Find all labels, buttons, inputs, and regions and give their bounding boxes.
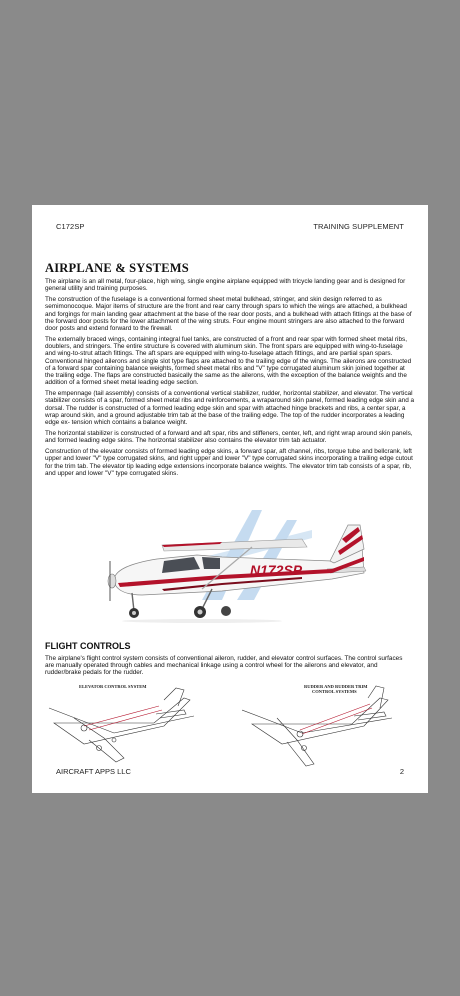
footer-publisher: AIRCRAFT APPS LLC bbox=[56, 767, 131, 776]
rudder-control-diagram bbox=[242, 678, 392, 768]
page-number: 2 bbox=[399, 767, 404, 776]
section-title: AIRPLANE & SYSTEMS bbox=[45, 261, 189, 275]
registration-text: N172SP bbox=[250, 562, 303, 578]
airplane-image bbox=[102, 517, 372, 627]
paragraph: The airplane is an all metal, four-place, high wing, single engine airplane equipped with tricycle landing gear and is designed for general utility and training purposes. bbox=[45, 278, 406, 293]
paragraph: The horizontal stabilizer is constructed of a forward and aft spar, ribs and stiffeners, center, left, and right wrap around skin panels, and formed leading edge skins. The horizontal stabilizer also contains the elevator trim tab actuator. bbox=[45, 429, 413, 445]
header-title: TRAINING SUPPLEMENT bbox=[313, 222, 404, 231]
elevator-control-diagram bbox=[44, 678, 194, 768]
rudder-diagram-caption-line2: CONTROL SYSTEMS bbox=[312, 689, 357, 694]
elevator-diagram-caption: ELEVATOR CONTROL SYSTEM bbox=[79, 684, 147, 689]
body-text bbox=[45, 278, 415, 481]
paragraph: The externally braced wings, containing integral fuel tanks, are constructed of a front and rear spar with formed sheet metal ribs, doublers, and stringers. The entire structure is covered with aluminum skin. The front spars are equipped with wing-to-fuselage and wing-to-strut attach fittings. The aft spars are equipped with wing-to-fuselage attach fittings, and are partial span spars. Conventional hinged ailerons and single slot type flaps are attached to the trailing edge of the wings. The ailerons are constructed of a forward spar containing balance weights, formed sheet metal ribs and "V" type corrugated aluminum skin joined together at the trailing edge. The flaps are constructed basically the same as the ailerons, with the exception of the balance weights and the addition of a formed sheet metal leading edge section. bbox=[45, 336, 412, 387]
rudder-diagram-caption-line1: RUDDER AND RUDDER TRIM bbox=[304, 684, 368, 689]
flight-controls-title: FLIGHT CONTROLS bbox=[45, 641, 131, 651]
header-model: C172SP bbox=[56, 222, 85, 231]
flight-controls-text: The airplane's flight control system consists of conventional aileron, rudder, and elevator control surfaces. The control surfaces are manually operated through cables and mechanical linkage using a control wheel for the ailerons and elevator, and rudder/brake pedals for the rudder. bbox=[45, 655, 403, 677]
paragraph: The construction of the fuselage is a conventional formed sheet metal bulkhead, stringer, and skin design referred to as semimonocoque. Major items of structure are the front and rear carry through spars to which the wings are attached, a bulkhead and forgings for main landing gear attachment at the base of the rear door posts, and a bulkhead with attach fittings at the base of the forward door posts for the lower attachment of the wing struts. Four engine mount stringers are also attached to the forward door posts and extend forward to the firewall. bbox=[45, 296, 412, 332]
paragraph: The empennage (tail assembly) consists of a conventional vertical stabilizer, rudder, horizontal stabilizer, and elevator. The vertical stabilizer consists of a spar, formed sheet metal ribs and reinforcements, a wraparound skin panel, formed leading edge skin and a dorsal. The rudder is constructed of a formed leading edge skin and spar with attached hinge brackets and ribs, a center spar, a wrap around skin, and a ground adjustable trim tab at the base of the trailing edge. The top of the rudder incorporates a leading edge ex- tension which contains a balance weight. bbox=[45, 390, 415, 426]
document-page bbox=[32, 205, 428, 793]
paragraph: Construction of the elevator consists of formed leading edge skins, a forward spar, aft channel, ribs, torque tube and bellcrank, left upper and lower "V" type corrugated skins, and right upper and lower "V" type corrugated skins incorporating a trailing edge cutout for the trim tab. The elevator tip leading edge extensions incorporate balance weights. The elevator trim tab consists of a spar, rib, and upper and lower "V" type corrugated skins. bbox=[45, 448, 413, 477]
